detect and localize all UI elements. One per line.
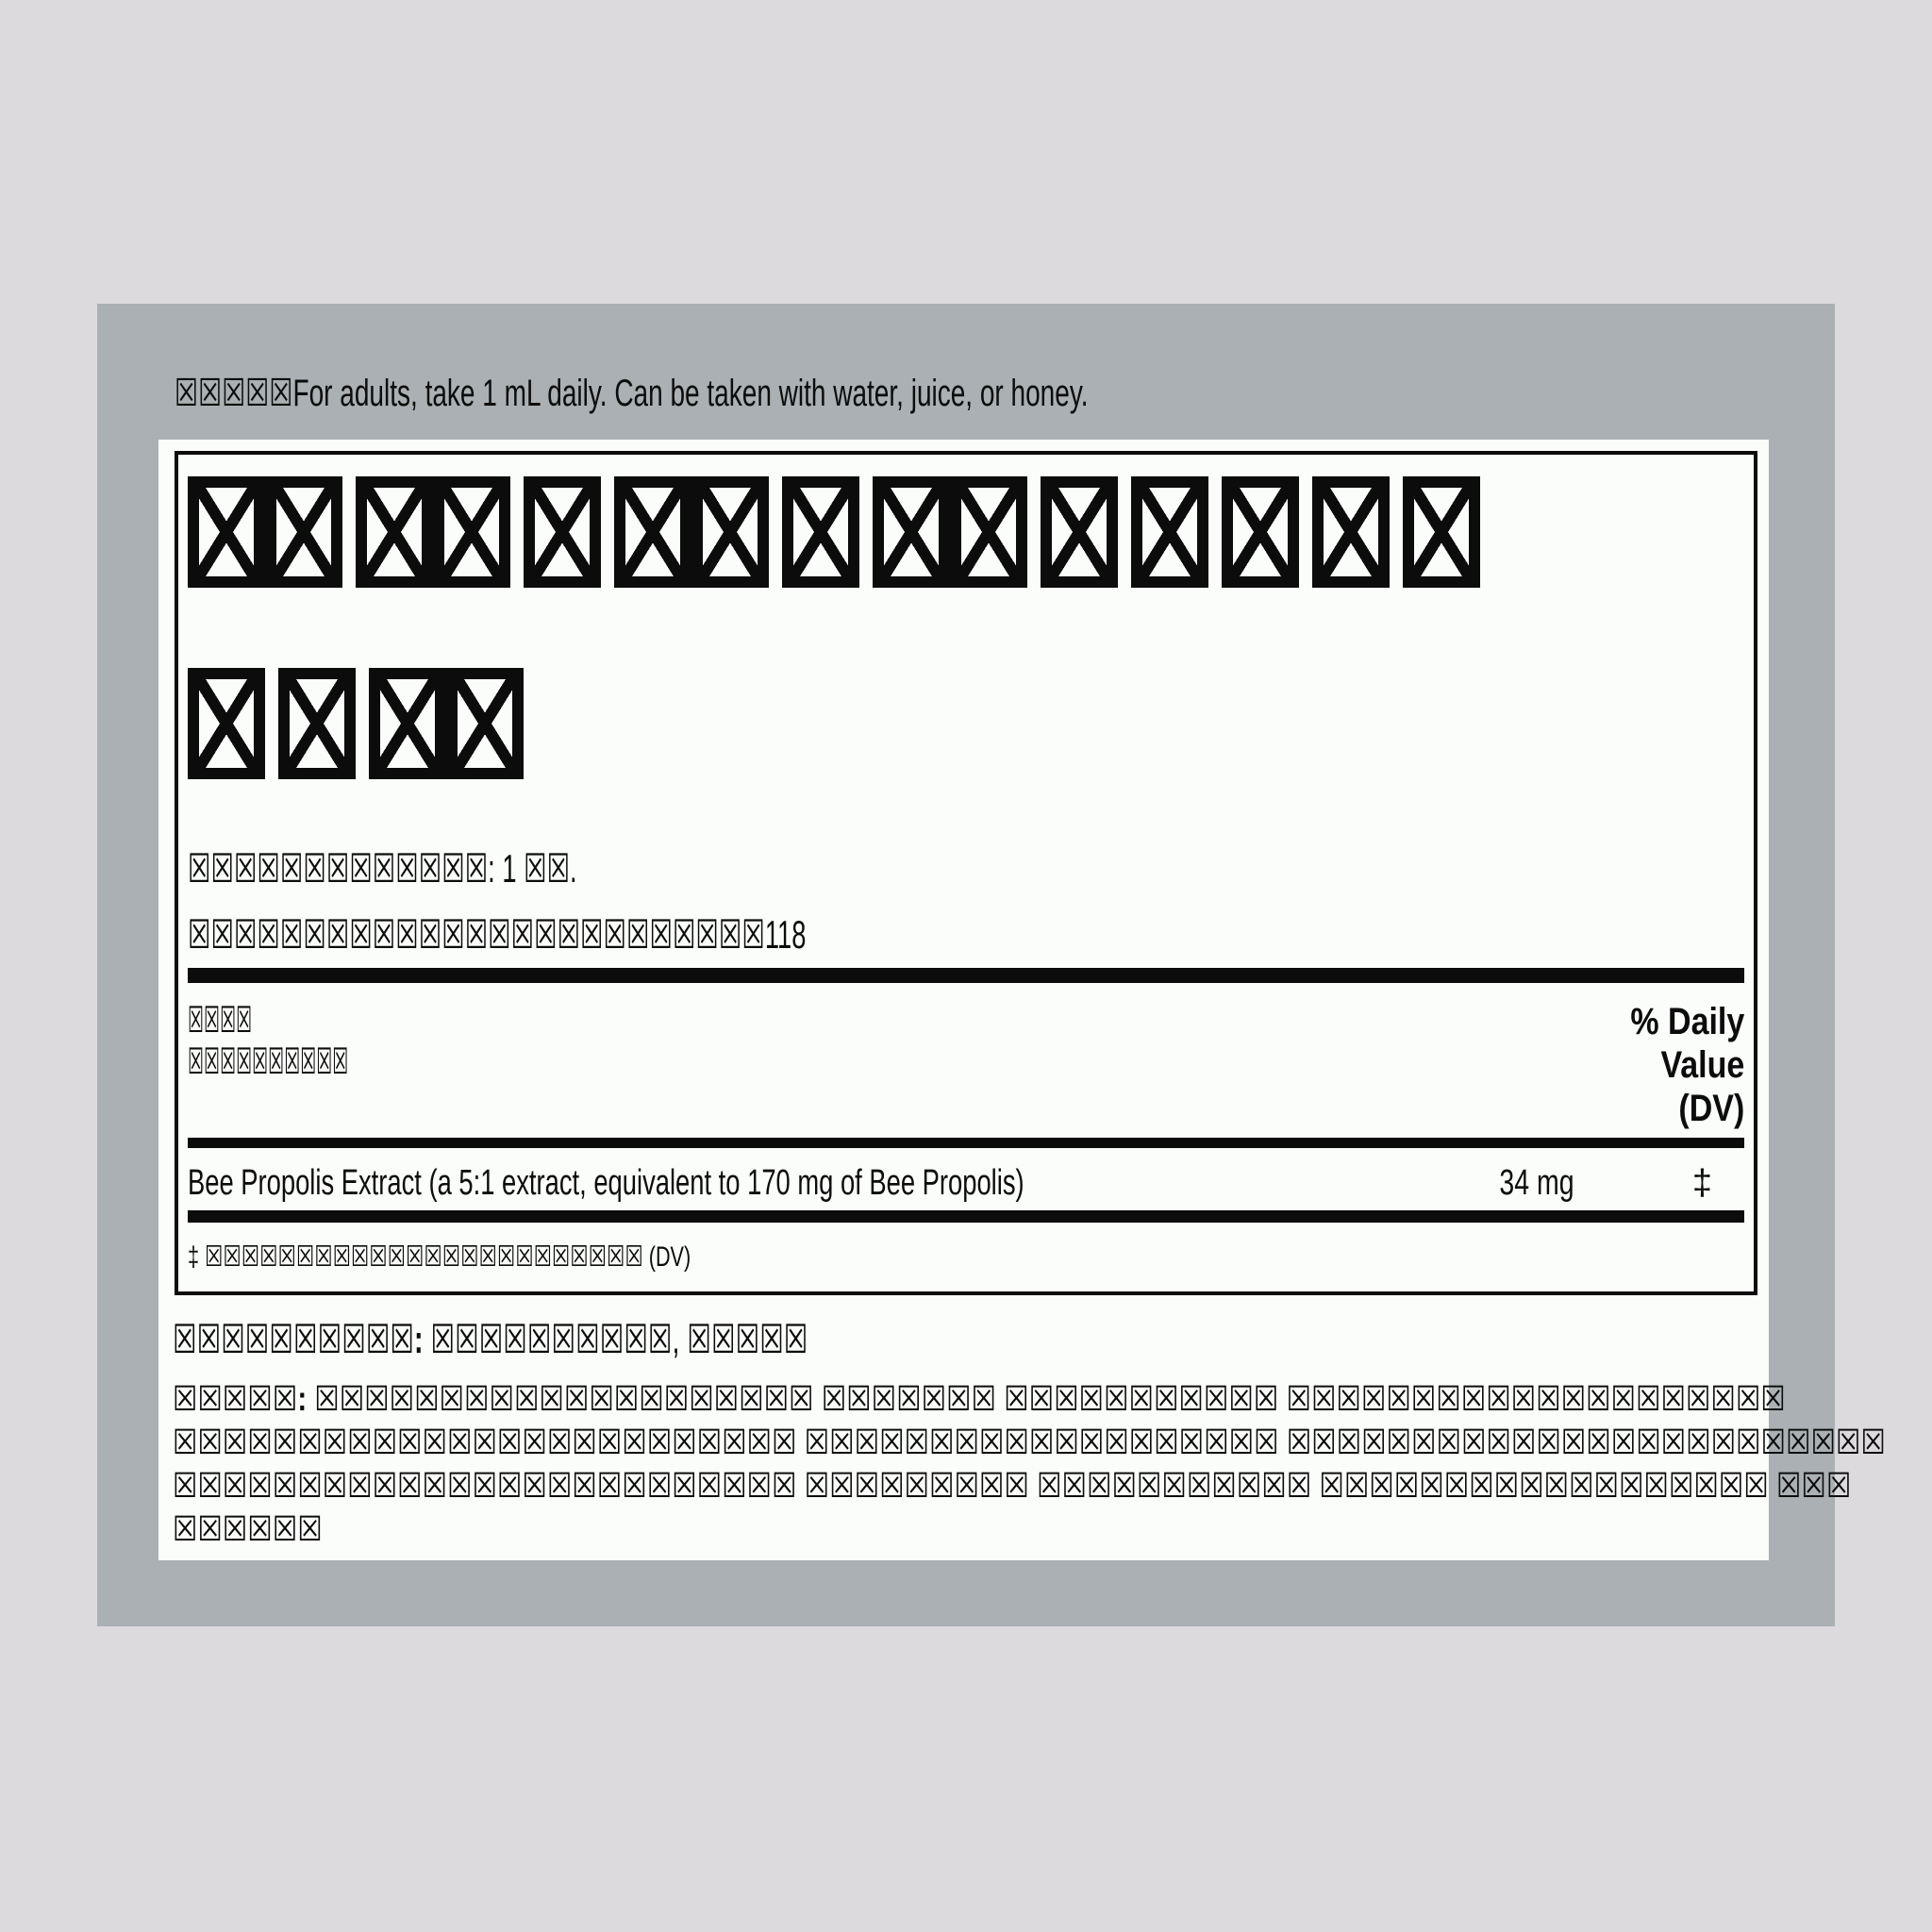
separator-bar-middle [188, 1138, 1744, 1148]
ingredient-dv-symbol: ‡ [1691, 1163, 1712, 1203]
tofu-glyph [782, 476, 859, 588]
warning-line [173, 1421, 1932, 1464]
tofu-glyph [1041, 476, 1118, 588]
tofu-glyph-group [873, 476, 1027, 588]
ingredient-amount: 34 mg [1499, 1163, 1574, 1203]
other-ingredients-label: ☒☒☒☒☒☒☒☒☒☒: [173, 1317, 424, 1361]
warning-line-4-text: ☒☒☒☒☒☒ [173, 1509, 323, 1548]
ingredient-row [188, 1161, 1744, 1205]
tofu-glyph-group [1041, 476, 1118, 588]
tofu-glyph-group [1403, 476, 1480, 588]
facts-header-row [188, 1000, 1744, 1130]
serving-size-text: ☒☒☒☒☒☒☒☒☒☒☒☒☒: 1 ☒☒. [188, 846, 577, 891]
warning-line [173, 1377, 1932, 1421]
warning-line [173, 1464, 1932, 1507]
tofu-glyph [369, 668, 446, 779]
tofu-glyph-group [188, 476, 342, 588]
separator-bar-top [188, 968, 1744, 983]
separator-bar-bottom [188, 1210, 1744, 1223]
tofu-glyph [524, 476, 601, 588]
warning-line-3-text: ☒☒☒☒☒☒☒☒☒☒☒☒☒☒☒☒☒☒☒☒☒☒☒☒☒ ☒☒☒☒☒☒☒☒☒ ☒☒☒☒☒☒☒☒☒☒☒ ☒☒☒☒☒☒☒☒☒☒☒☒☒☒☒☒☒☒ ☒☒☒ [173, 1466, 1852, 1505]
tofu-glyph [873, 476, 950, 588]
amount-header-line-1: ☒☒☒☒ [188, 1001, 253, 1041]
tofu-glyph-group [1222, 476, 1299, 588]
tofu-glyph [950, 476, 1027, 588]
tofu-glyph-group [782, 476, 859, 588]
warning-line-2-text: ☒☒☒☒☒☒☒☒☒☒☒☒☒☒☒☒☒☒☒☒☒☒☒☒☒ ☒☒☒☒☒☒☒☒☒☒☒☒☒☒☒☒☒☒☒ ☒☒☒☒☒☒☒☒☒☒☒☒☒☒☒☒☒☒☒☒☒☒☒☒ [173, 1423, 1886, 1461]
tofu-glyph-group [1312, 476, 1390, 588]
tofu-glyph-group [356, 476, 510, 588]
label-gray-panel [97, 304, 1886, 1626]
servings-per-container-text: ☒☒☒☒☒☒☒☒☒☒☒☒☒☒☒☒☒☒☒☒☒☒☒☒☒118 [188, 912, 807, 957]
supplement-facts-box [175, 451, 1757, 1295]
warning-line [173, 1507, 1932, 1551]
amount-per-serving-header [188, 1000, 509, 1083]
tofu-glyph-group [188, 668, 265, 779]
tofu-glyph-group [278, 668, 356, 779]
tofu-glyph-group [614, 476, 769, 588]
supplement-label [158, 440, 1886, 1560]
tofu-glyph [1403, 476, 1480, 588]
tofu-glyph [188, 668, 265, 779]
tofu-glyph [1312, 476, 1390, 588]
warnings-paragraph [173, 1377, 1932, 1551]
tofu-glyph [446, 668, 524, 779]
title-row-1 [188, 476, 1744, 588]
directions-line [175, 372, 1480, 415]
tofu-glyph [356, 476, 433, 588]
tofu-glyph [265, 476, 342, 588]
title-row-2 [188, 668, 1744, 779]
footnote-line [188, 1241, 1744, 1274]
warnings-label: ☒☒☒☒☒: [173, 1379, 308, 1418]
tofu-glyph [433, 476, 510, 588]
tofu-glyph-group [1131, 476, 1208, 588]
tofu-glyph [1131, 476, 1208, 588]
servings-per-container-line [188, 913, 1744, 957]
amount-header-line-2: ☒☒☒☒☒☒☒☒☒☒ [188, 1042, 349, 1082]
tofu-glyph-group [524, 476, 601, 588]
daily-value-header-line-3: (DV) [1678, 1088, 1744, 1129]
daily-value-header [1610, 1000, 1744, 1130]
directions-text: ☒☒☒☒☒For adults, take 1 mL daily. Can be taken with water, juice, or honey. [175, 373, 1089, 414]
tofu-glyph [278, 668, 356, 779]
footnote-text: ‡ ☒☒☒☒☒☒☒☒☒☒☒☒☒☒☒☒☒☒☒☒☒☒☒☒ (DV) [188, 1241, 691, 1273]
other-ingredients-line [173, 1317, 1107, 1362]
warning-line-1-text: ☒☒☒☒☒☒☒☒☒☒☒☒☒☒☒☒☒☒☒☒ ☒☒☒☒☒☒☒ ☒☒☒☒☒☒☒☒☒☒☒ ☒☒☒☒☒☒☒☒☒☒☒☒☒☒☒☒☒☒☒☒ [307, 1379, 1786, 1418]
other-ingredients-text: ☒☒☒☒☒☒☒☒☒☒, ☒☒☒☒☒ [423, 1317, 808, 1361]
tofu-glyph [614, 476, 691, 588]
tofu-glyph [1222, 476, 1299, 588]
tofu-glyph [691, 476, 769, 588]
daily-value-header-line-2: Value [1660, 1044, 1744, 1086]
serving-size-line [188, 847, 1744, 891]
tofu-glyph-group [369, 668, 524, 779]
ingredient-name: Bee Propolis Extract (a 5:1 extract, equivalent to 170 mg of Bee Propolis) [188, 1163, 1024, 1203]
daily-value-header-line-1: % Daily [1630, 1001, 1744, 1042]
tofu-glyph [188, 476, 265, 588]
